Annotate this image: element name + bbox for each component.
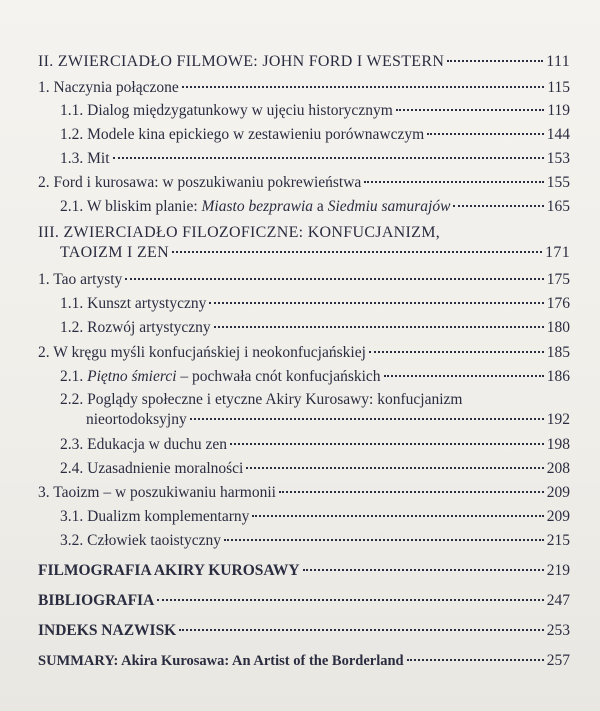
toc-entry-page: 209 — [546, 508, 570, 525]
toc-entry-title: 1.2. Rozwój artystyczny — [60, 319, 211, 336]
toc-entry-page: 180 — [546, 319, 570, 336]
toc-entry-chapter-2[interactable] — [38, 52, 570, 72]
toc-entry-t3-2[interactable] — [60, 531, 570, 551]
film-title-italic: Piętno śmierci — [87, 368, 177, 385]
toc-entry-page: 111 — [546, 53, 570, 70]
toc-entry-section-1[interactable] — [38, 78, 570, 98]
toc-entry-title: 3.2. Człowiek taoistyczny — [60, 532, 221, 549]
toc-entry-title: 3. Taoizm – w poszukiwaniu harmonii — [38, 484, 276, 501]
toc-entry-page: 115 — [547, 79, 570, 96]
dot-leader — [157, 599, 543, 601]
toc-entry-t1[interactable] — [38, 270, 570, 290]
toc-entry-page: 171 — [545, 244, 570, 261]
toc-entry-page: 198 — [546, 436, 570, 453]
toc-entry-title-line2: TAOIZM I ZEN — [60, 244, 169, 261]
toc-entry-t1-1[interactable] — [60, 294, 570, 314]
toc-entry-title: BIBLIOGRAFIA — [38, 592, 155, 609]
toc-entry-page: 219 — [546, 562, 570, 579]
title-conjunction: a — [313, 198, 328, 215]
title-rest: – pochwała cnót konfucjańskich — [176, 368, 381, 385]
toc-entry-title: 1. Tao artysty — [38, 271, 123, 288]
dot-leader — [453, 205, 543, 207]
dot-leader — [369, 351, 544, 353]
toc-entry-page: 144 — [546, 126, 570, 143]
dot-leader — [182, 86, 545, 88]
toc-entry-title: 1.2. Modele kina epickiego w zestawieniu porównawczym — [60, 126, 425, 143]
toc-entry-title: 2. Ford i kurosawa: w poszukiwaniu pokrewieństwa — [38, 174, 362, 191]
toc-entry-title: 1.3. Mit — [60, 150, 110, 167]
toc-entry-t3[interactable] — [38, 483, 570, 503]
toc-entry-page: 253 — [546, 622, 570, 639]
toc-entry-title: 1.1. Dialog międzygatunkowy w ujęciu historycznym — [60, 102, 393, 119]
dot-leader — [113, 157, 544, 159]
toc-entry-t2[interactable] — [38, 343, 570, 363]
toc-entry-title: 1. Naczynia połączone — [38, 79, 179, 96]
toc-entry-bibliografia[interactable] — [38, 591, 570, 611]
dot-leader — [384, 375, 544, 377]
toc-entry-title: FILMOGRAFIA AKIRY KUROSAWY — [38, 562, 300, 579]
dot-leader — [447, 60, 543, 62]
toc-entry-page: 155 — [546, 174, 570, 191]
toc-entry-title-line1: 2.2. Poglądy społeczne i etyczne Akiry Kurosawy: konfucjanizm — [60, 391, 463, 408]
title-prefix: 2.1. W bliskim planie: — [60, 198, 202, 215]
toc-entry-title: INDEKS NAZWISK — [38, 622, 177, 639]
toc-entry-filmografia[interactable] — [38, 561, 570, 581]
dot-leader — [364, 181, 543, 183]
toc-entry-section-2-1[interactable] — [60, 197, 570, 217]
toc-entry-t3-1[interactable] — [60, 507, 570, 527]
toc-entry-page: 247 — [546, 592, 570, 609]
toc-entry-page: 176 — [546, 295, 570, 312]
toc-entry-title: 1.1. Kunszt artystyczny — [60, 295, 207, 312]
toc-entry-t2-4[interactable] — [60, 459, 570, 479]
dot-leader — [427, 133, 544, 135]
dot-leader — [190, 418, 544, 420]
toc-entry-page: 185 — [546, 344, 570, 361]
toc-entry-page: 257 — [546, 652, 570, 669]
toc-entry-title: 2.4. Uzasadnienie moralności — [60, 460, 244, 477]
toc-entry-title-line1: III. ZWIERCIADŁO FILOZOFICZNE: KONFUCJANIZM, — [38, 224, 441, 241]
toc-entry-page: 175 — [546, 271, 570, 288]
toc-entry-title-line2-row — [60, 243, 570, 263]
film-title-italic: Miasto bezprawia — [201, 198, 314, 215]
toc-entry-t2-3[interactable] — [60, 435, 570, 455]
toc-entry-title: 2.3. Edukacja w duchu zen — [60, 436, 227, 453]
dot-leader — [179, 629, 544, 631]
toc-entry-page: 186 — [546, 368, 570, 385]
film-title-italic: Siedmiu samurajów — [327, 198, 451, 215]
dot-leader — [279, 491, 544, 493]
dot-leader — [214, 326, 544, 328]
dot-leader — [230, 443, 544, 445]
dot-leader — [303, 569, 544, 571]
dot-leader — [407, 659, 544, 661]
dot-leader — [209, 302, 543, 304]
dot-leader — [246, 467, 543, 469]
dot-leader — [252, 515, 543, 517]
toc-entry-indeks[interactable] — [38, 621, 570, 641]
title-prefix: 2.1. — [60, 368, 88, 385]
toc-entry-section-1-2[interactable] — [60, 125, 570, 145]
toc-entry-title-line2-row — [86, 410, 570, 430]
toc-entry-section-2[interactable] — [38, 173, 570, 193]
toc-entry-title-line2: nieortodoksyjny — [86, 411, 187, 428]
toc-entry-section-1-1[interactable] — [60, 101, 570, 121]
toc-entry-page: 165 — [546, 198, 570, 215]
toc-entry-title: II. ZWIERCIADŁO FILMOWE: JOHN FORD I WESTERN — [38, 53, 445, 70]
toc-entry-t1-2[interactable] — [60, 318, 570, 338]
toc-entry-summary[interactable] — [38, 651, 570, 671]
toc-entry-t2-1[interactable] — [60, 367, 570, 387]
toc-entry-page: 209 — [546, 484, 570, 501]
toc-entry-page: 208 — [546, 460, 570, 477]
dot-leader — [172, 251, 542, 253]
toc-entry-title: 3.1. Dualizm komplementarny — [60, 508, 250, 525]
toc-entry-title: SUMMARY: Akira Kurosawa: An Artist of the Borderland — [38, 653, 404, 669]
toc-entry-page: 192 — [546, 411, 570, 428]
toc-entry-title — [60, 367, 381, 387]
dot-leader — [224, 539, 544, 541]
toc-entry-page: 119 — [547, 102, 570, 119]
toc-entry-title — [60, 197, 450, 217]
toc-entry-section-1-3[interactable] — [60, 149, 570, 169]
toc-entry-title: 2. W kręgu myśli konfucjańskiej i neokonfucjańskiej — [38, 344, 366, 361]
toc-entry-page: 215 — [546, 532, 570, 549]
dot-leader — [396, 109, 545, 111]
dot-leader — [125, 278, 543, 280]
toc-entry-page: 153 — [546, 150, 570, 167]
